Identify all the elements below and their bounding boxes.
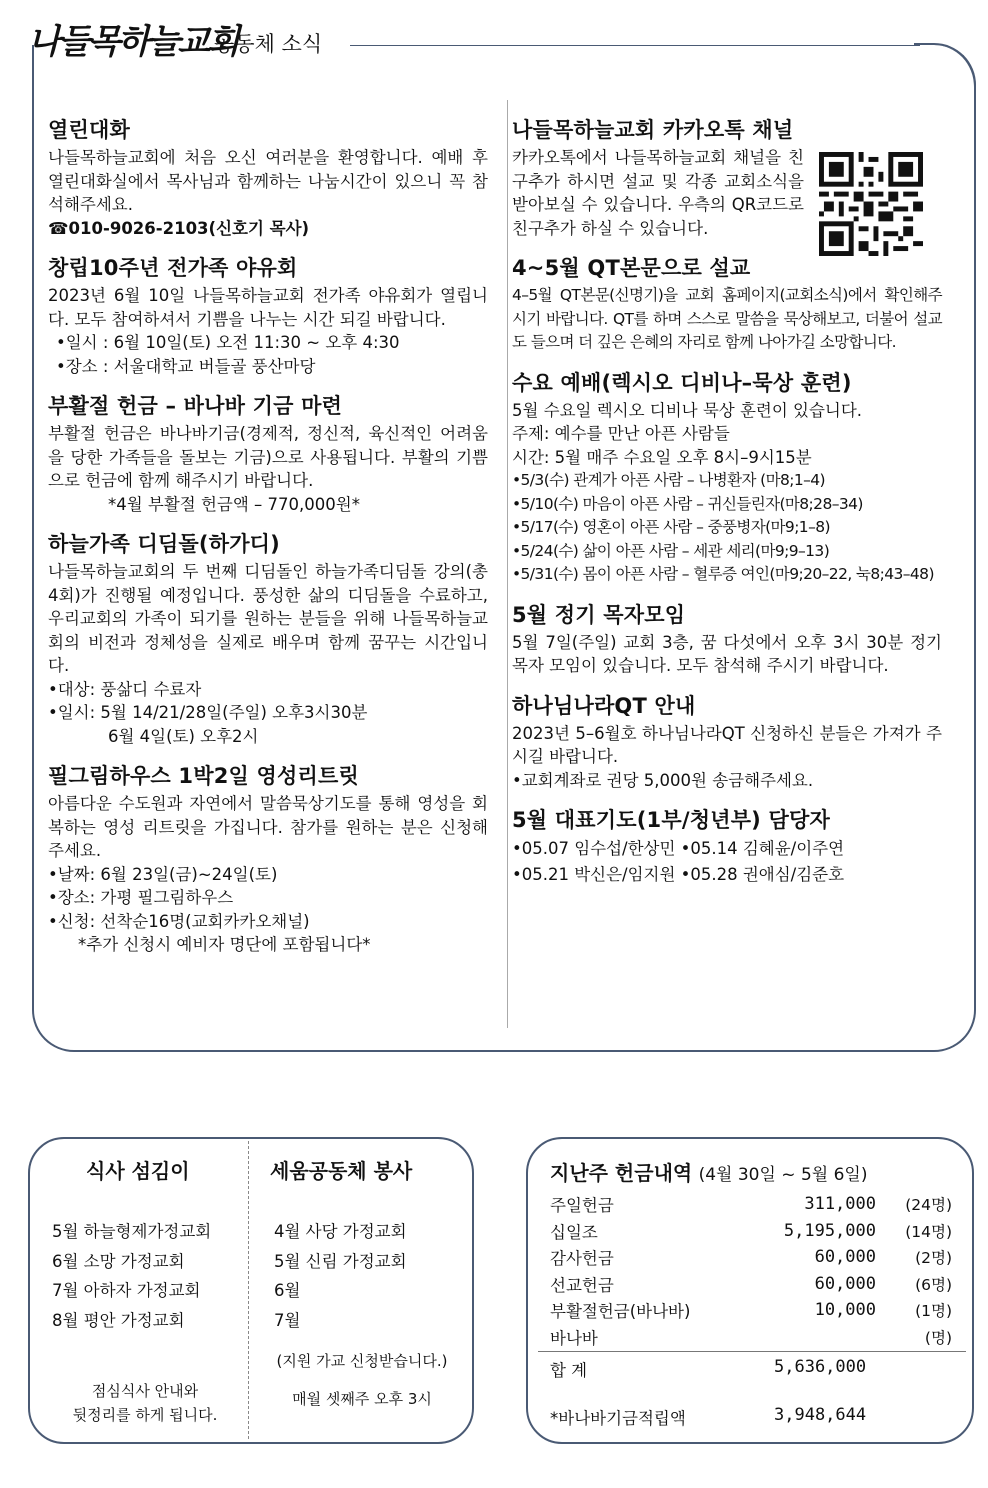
table-row bbox=[550, 1218, 952, 1245]
fund-amount: 3,948,644 bbox=[774, 1405, 867, 1425]
section-body: 5월 7일(주일) 교회 3층, 꿈 다섯에서 오후 3시 30분 정기 목자 모임이 있습니다. 모두 참석해 주시기 바랍니다. bbox=[512, 632, 942, 675]
row-amount: 60,000 bbox=[814, 1247, 876, 1268]
service-note-2: 매월 셋째주 오후 3시 bbox=[292, 1390, 432, 1408]
list-item: 6월 bbox=[274, 1281, 301, 1300]
offering-table bbox=[550, 1191, 952, 1350]
section-body: 나들목하늘교회의 두 번째 디딤돌인 하늘가족디딤돌 강의(총4회)가 진행될 예정입니다. 풍성한 삶의 디딤돌을 수료하고, 우리교회의 가족이 되기를 원하는 분들을 위해 나들목하늘교회의 비전과 정체성을 실제로 배우며 함께 꿈꾸는 시간입니다. bbox=[48, 562, 488, 675]
row-label: 바나바 bbox=[550, 1328, 598, 1348]
column-divider bbox=[507, 100, 508, 1028]
list-item: •5/10(수) 마음이 아픈 사람 – 귀신들린자(마8;28–34) bbox=[512, 494, 863, 513]
meal-note bbox=[50, 1379, 240, 1427]
offering-heading: 지난주 헌금내역 bbox=[550, 1161, 693, 1185]
table-row bbox=[550, 1324, 952, 1351]
row-label: 주일헌금 bbox=[550, 1196, 614, 1216]
table-row bbox=[550, 1191, 952, 1218]
row-count: (24명) bbox=[905, 1196, 952, 1215]
list-item: •일시 : 6월 10일(토) 오전 11:30 ~ 오후 4:30 bbox=[56, 333, 400, 352]
section-title: 5월 대표기도(1부/청년부) 담당자 bbox=[512, 808, 830, 832]
list-item: 7월 bbox=[274, 1310, 301, 1330]
list-item: 4월 사당 가정교회 bbox=[274, 1222, 407, 1241]
section-title: 수요 예배(렉시오 디비나–묵상 훈련) bbox=[512, 370, 852, 395]
row-amount: 311,000 bbox=[804, 1194, 876, 1215]
note-line: 점심식사 안내와 bbox=[91, 1382, 199, 1400]
contact-phone: ☎010-9026-2103(신호기 목사) bbox=[48, 218, 310, 238]
row-amount: 60,000 bbox=[814, 1273, 876, 1294]
section-retreat bbox=[48, 762, 488, 957]
section-wednesday-worship bbox=[512, 369, 942, 587]
row-count: (2명) bbox=[915, 1249, 952, 1268]
total-amount: 5,636,000 bbox=[774, 1357, 867, 1377]
row-count: (명) bbox=[924, 1328, 952, 1347]
section-kingdom-qt bbox=[512, 692, 942, 793]
offering-period: (4월 30일 ~ 5월 6일) bbox=[698, 1165, 868, 1185]
service-title: 세움공동체 봉사 bbox=[270, 1159, 413, 1183]
page-title: 공동체 소식 bbox=[214, 32, 323, 56]
list-item: •05.21 박신은/임지원 •05.28 권애심/김준호 bbox=[512, 865, 845, 884]
service-box bbox=[28, 1137, 474, 1444]
section-picnic bbox=[48, 254, 488, 378]
meal-title: 식사 섬김이 bbox=[86, 1159, 190, 1183]
section-title: 5월 정기 목자모임 bbox=[512, 602, 686, 627]
section-easter-offering bbox=[48, 392, 488, 516]
section-title: 열린대화 bbox=[48, 118, 130, 142]
row-label: 선교헌금 bbox=[550, 1275, 614, 1295]
total-rule bbox=[538, 1351, 966, 1352]
section-body: 아름다운 수도원과 자연에서 말씀묵상기도를 통해 영성을 회복하는 영성 리트릿을 가집니다. 참가를 원하는 분은 신청해주세요. bbox=[48, 794, 488, 860]
row-amount bbox=[747, 1324, 876, 1351]
text-line: 시간: 5월 매주 수요일 오후 8시–9시15분 bbox=[512, 447, 812, 467]
list-item: 5월 하늘형제가정교회 bbox=[52, 1222, 212, 1241]
section-body: 카카오톡에서 나들목하늘교회 채널을 친구추가 하시면 설교 및 각종 교회소식을 받아보실 수 있습니다. 우측의 QR코드로 친구추가 하실 수 있습니다. bbox=[512, 148, 804, 238]
list-item: •장소: 가평 필그림하우스 bbox=[48, 888, 234, 907]
row-amount: 10,000 bbox=[814, 1300, 876, 1321]
section-kakao bbox=[512, 116, 942, 240]
section-shepherd-meeting bbox=[512, 601, 942, 678]
list-item: •5/17(수) 영혼이 아픈 사람 – 중풍병자(마9;1–8) bbox=[512, 518, 830, 536]
offering-box bbox=[526, 1137, 974, 1444]
section-body: 2023년 6월 10일 나들목하늘교회 전가족 야유회가 열립니다. 모두 참여하셔서 기쁨을 나누는 시간 되길 바랍니다. bbox=[48, 286, 488, 329]
section-title: 4~5월 QT본문으로 설교 bbox=[512, 256, 751, 280]
row-amount: 5,195,000 bbox=[783, 1220, 876, 1241]
list-item: 7월 아하자 가정교회 bbox=[52, 1281, 201, 1300]
table-row bbox=[550, 1244, 952, 1271]
section-body: 나들목하늘교회에 처음 오신 여러분을 환영합니다. 예배 후 열린대화실에서 목사님과 함께하는 나눔시간이 있으니 꼭 참석해주세요. bbox=[48, 148, 489, 214]
text-line: 주제: 예수를 만난 아픈 사람들 bbox=[512, 424, 730, 443]
row-label: 부활절헌금(바나바) bbox=[550, 1302, 691, 1322]
section-title: 하나님나라QT 안내 bbox=[512, 693, 696, 718]
section-title: 필그림하우스 1박2일 영성리트릿 bbox=[48, 764, 359, 788]
right-column bbox=[512, 116, 942, 902]
church-logo: 나들목하늘교회 bbox=[28, 22, 237, 62]
section-body: 2023년 5–6월호 하나님나라QT 신청하신 분들은 가져가 주시길 바랍니다. bbox=[512, 723, 942, 766]
section-hagadi bbox=[48, 530, 488, 748]
list-item: •대상: 풍삶디 수료자 bbox=[48, 679, 202, 699]
table-row bbox=[550, 1271, 952, 1298]
meal-list bbox=[52, 1217, 211, 1335]
section-open-talk bbox=[48, 116, 488, 240]
list-item: •교회계좌로 권당 5,000원 송금해주세요. bbox=[512, 770, 814, 790]
row-label: 십일조 bbox=[550, 1222, 598, 1242]
offering-title bbox=[550, 1157, 867, 1186]
total-label: 합 계 bbox=[550, 1361, 588, 1380]
service-list bbox=[274, 1217, 407, 1335]
list-item: •일시: 5월 14/21/28일(주일) 오후3시30분 bbox=[48, 703, 368, 722]
list-item: 8월 평안 가정교회 bbox=[52, 1310, 185, 1330]
row-count: (6명) bbox=[915, 1275, 952, 1294]
section-title: 창립10주년 전가족 야유회 bbox=[48, 256, 298, 280]
list-item: •5/24(수) 삶이 아픈 사람 – 세관 세리(마9;9–13) bbox=[512, 541, 830, 560]
left-column bbox=[48, 116, 488, 971]
section-title: 하늘가족 디딤돌(하가디) bbox=[48, 532, 280, 556]
list-item: •날짜: 6월 23일(금)~24일(토) bbox=[48, 864, 278, 884]
section-title: 나들목하늘교회 카카오톡 채널 bbox=[512, 118, 794, 142]
list-item: 6월 소망 가정교회 bbox=[52, 1251, 185, 1271]
row-count: (14명) bbox=[905, 1222, 952, 1241]
list-item: •5/31(수) 몸이 아픈 사람 – 혈루증 여인(마9;20–22, 눅8;43–48) bbox=[512, 565, 934, 583]
list-item: 6월 4일(토) 오후2시 bbox=[108, 726, 259, 746]
list-item: •05.07 임수섭/한상민 •05.14 김혜윤/이주연 bbox=[512, 839, 845, 858]
list-item: •장소 : 서울대학교 버들골 풍산마당 bbox=[56, 356, 316, 376]
row-count: (1명) bbox=[915, 1302, 952, 1321]
section-prayer-leaders bbox=[512, 806, 942, 888]
fund-label: *바나바기금적립액 bbox=[550, 1409, 686, 1428]
section-title: 부활절 헌금 – 바나바 기금 마련 bbox=[48, 394, 343, 418]
list-item: •신청: 선착순16명(교회카카오채널) bbox=[48, 911, 310, 931]
section-qt-sermon bbox=[512, 254, 942, 355]
table-row bbox=[550, 1297, 952, 1324]
list-item: *추가 신청시 예비자 명단에 포함됩니다* bbox=[78, 935, 371, 954]
section-body: 4–5월 QT본문(신명기)을 교회 홈페이지(교회소식)에서 확인해주시기 바랍니다. QT를 하며 스스로 말씀을 묵상해보고, 더불어 설교도 들으며 더 깊은 은혜의 자리로 함께 나아가길 소망합니다. bbox=[512, 286, 942, 351]
box-divider bbox=[248, 1141, 249, 1439]
text-line: 5월 수요일 렉시오 디비나 묵상 훈련이 있습니다. bbox=[512, 400, 863, 420]
offering-note: *4월 부활절 헌금액 – 770,000원* bbox=[108, 494, 360, 514]
list-item: 5월 신림 가정교회 bbox=[274, 1251, 407, 1271]
service-note-1: (지원 가교 신청받습니다.) bbox=[276, 1352, 448, 1370]
section-body: 부활절 헌금은 바나바기금(경제적, 정신적, 육신적인 어려움을 당한 가족들을 돌보는 기금)으로 사용됩니다. 부활의 기쁨으로 헌금에 함께 해주시기 바랍니다. bbox=[48, 424, 488, 490]
note-line: 뒷정리를 하게 됩니다. bbox=[72, 1406, 218, 1424]
qr-code-icon[interactable] bbox=[818, 152, 924, 256]
row-label: 감사헌금 bbox=[550, 1249, 614, 1269]
list-item: •5/3(수) 관계가 아픈 사람 – 나병환자 (마8;1–4) bbox=[512, 471, 825, 489]
